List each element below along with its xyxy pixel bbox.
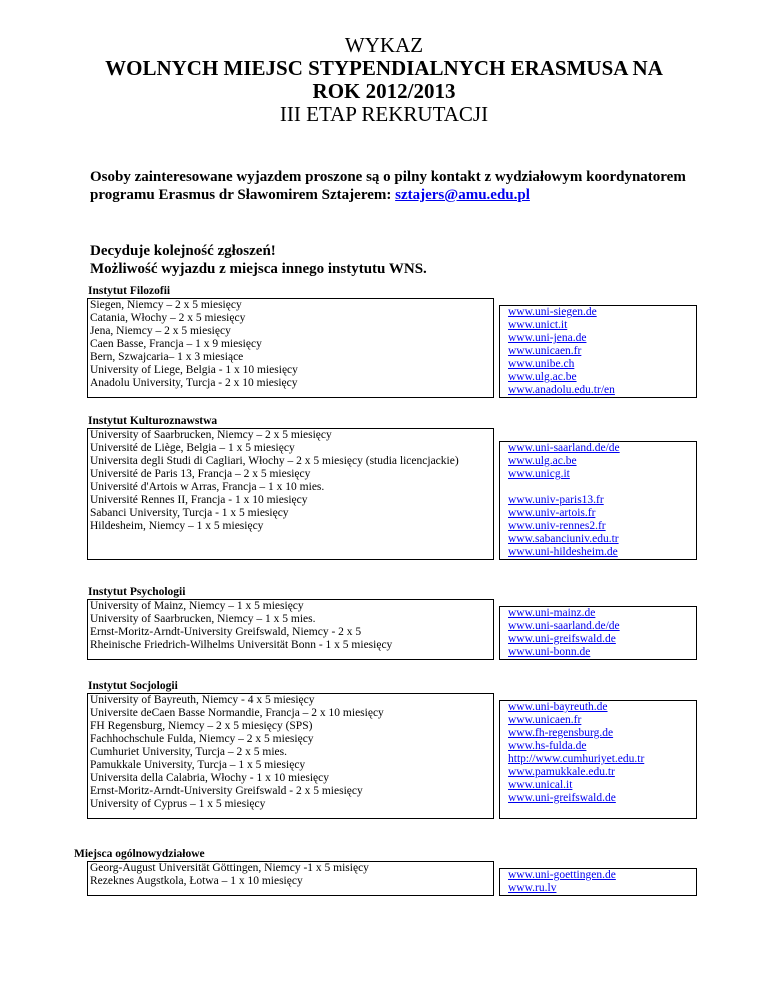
university-link[interactable]: www.univ-rennes2.fr	[508, 520, 606, 532]
empty-link-cell	[500, 805, 696, 818]
list-item: Rezeknes Augstkola, Łotwa – 1 x 10 miesięcy	[90, 875, 303, 887]
university-link[interactable]: www.uni-bonn.de	[508, 646, 591, 658]
header-subtitle: WOLNYCH MIEJSC STYPENDIALNYCH ERASMUSA NA	[105, 56, 663, 80]
list-item: University of Saarbrucken, Niemcy – 2 x 5 miesięcy	[90, 429, 332, 441]
links-list	[499, 305, 697, 398]
intro-text: Osoby zainteresowane wyjazdem proszone są o pilny kontakt z wydziałowym koordynatorem programu Erasmus dr Sławomirem Sztajerem:	[90, 169, 686, 203]
list-item: Catania, Włochy – 2 x 5 miesięcy	[90, 312, 246, 324]
list-item: Georg-August Universität Göttingen, Niemcy -1 x 5 misięcy	[90, 862, 369, 874]
places-list	[87, 428, 494, 560]
list-item: Universita degli Studi di Cagliari, Włochy – 2 x 5 miesięcy (studia licencjackie)	[90, 455, 459, 467]
university-link[interactable]: www.pamukkale.edu.tr	[508, 766, 615, 778]
section-title: Instytut Socjologii	[88, 680, 178, 692]
university-link[interactable]: www.uni-hildesheim.de	[508, 546, 618, 558]
section-kulturoznawstwa	[87, 415, 697, 560]
places-list	[87, 693, 494, 819]
notice	[90, 242, 427, 278]
places-list	[87, 861, 494, 896]
list-item: University of Cyprus – 1 x 5 miesięcy	[90, 798, 266, 810]
university-link[interactable]: www.uni-greifswald.de	[508, 792, 616, 804]
list-item: University of Bayreuth, Niemcy - 4 x 5 miesięcy	[90, 694, 315, 706]
university-link[interactable]: www.univ-artois.fr	[508, 507, 596, 519]
intro-paragraph	[90, 168, 710, 204]
university-link[interactable]: www.anadolu.edu.tr/en	[508, 384, 615, 396]
list-item: University of Saarbrucken, Niemcy – 1 x 5 mies.	[90, 613, 316, 625]
university-link[interactable]: www.uni-jena.de	[508, 332, 587, 344]
list-item: Universita della Calabria, Włochy - 1 x 10 miesięcy	[90, 772, 329, 784]
list-item: Université Rennes II, Francja - 1 x 10 miesięcy	[90, 494, 308, 506]
list-item: Ernst-Moritz-Arndt-University Greifswald, Niemcy - 2 x 5	[90, 626, 362, 638]
university-link[interactable]: www.univ-paris13.fr	[508, 494, 604, 506]
section-title-ogolnowydzialowe: Miejsca ogólnowydziałowe	[74, 848, 205, 860]
section-socjologii	[87, 680, 697, 819]
list-item: Jena, Niemcy – 2 x 5 miesięcy	[90, 325, 231, 337]
university-link[interactable]: www.hs-fulda.de	[508, 740, 587, 752]
links-list	[499, 868, 697, 896]
list-item: Sabanci University, Turcja - 1 x 5 miesięcy	[90, 507, 289, 519]
links-list	[499, 441, 697, 560]
list-item: University of Mainz, Niemcy – 1 x 5 miesięcy	[90, 600, 304, 612]
list-item: Cumhuriet University, Turcja – 2 x 5 mies.	[90, 746, 287, 758]
list-item: University of Liege, Belgia - 1 x 10 miesięcy	[90, 364, 298, 376]
links-list	[499, 606, 697, 660]
link-spacer	[500, 481, 696, 494]
list-item: Anadolu University, Turcja - 2 x 10 miesięcy	[90, 377, 298, 389]
header-stage: III ETAP REKRUTACJI	[279, 102, 489, 126]
university-link[interactable]: www.uni-goettingen.de	[508, 869, 616, 881]
list-item: FH Regensburg, Niemcy – 2 x 5 miesięcy (SPS)	[90, 720, 313, 732]
university-link[interactable]: www.uni-greifswald.de	[508, 633, 616, 645]
university-link[interactable]: www.fh-regensburg.de	[508, 727, 614, 739]
section-title: Instytut Kulturoznawstwa	[88, 415, 218, 427]
university-link[interactable]: www.ulg.ac.be	[508, 371, 577, 383]
places-list	[87, 298, 494, 398]
list-item: Ernst-Moritz-Arndt-University Greifswald - 2 x 5 miesięcy	[90, 785, 363, 797]
links-list	[499, 700, 697, 819]
university-link[interactable]: www.ru.lv	[508, 882, 557, 894]
header-title: WYKAZ	[344, 33, 424, 57]
university-link[interactable]: www.unibe.ch	[508, 358, 575, 370]
section-title: Instytut Psychologii	[88, 586, 186, 598]
university-link[interactable]: www.unicaen.fr	[508, 345, 582, 357]
list-item: Université de Liège, Belgia – 1 x 5 miesięcy	[90, 442, 295, 454]
university-link[interactable]: www.unical.it	[508, 779, 573, 791]
places-list	[87, 599, 494, 660]
university-link[interactable]: www.unict.it	[508, 319, 568, 331]
university-link[interactable]: www.uni-saarland.de/de	[508, 620, 620, 632]
university-link[interactable]: www.ulg.ac.be	[508, 455, 577, 467]
list-item: Caen Basse, Francja – 1 x 9 miesięcy	[90, 338, 262, 350]
notice-line-1: Decyduje kolejność zgłoszeń!	[90, 243, 276, 259]
header-year: ROK 2012/2013	[312, 79, 456, 103]
list-item: Fachhochschule Fulda, Niemcy – 2 x 5 miesięcy	[90, 733, 314, 745]
coordinator-email-link[interactable]: sztajers@amu.edu.pl	[395, 187, 530, 203]
list-item: Université d'Artois w Arras, Francja – 1 x 10 mies.	[90, 481, 325, 493]
section-ogolnowydzialowe	[87, 861, 697, 896]
list-item: Universite deCaen Basse Normandie, Francja – 2 x 10 miesięcy	[90, 707, 384, 719]
list-item: Rheinische Friedrich-Wilhelms Universität Bonn - 1 x 5 miesięcy	[90, 639, 393, 651]
list-item: Université de Paris 13, Francja – 2 x 5 miesięcy	[90, 468, 311, 480]
university-link[interactable]: www.uni-saarland.de/de	[508, 442, 620, 454]
university-link[interactable]: www.uni-bayreuth.de	[508, 701, 608, 713]
list-item: Hildesheim, Niemcy – 1 x 5 miesięcy	[90, 520, 264, 532]
university-link[interactable]: www.uni-mainz.de	[508, 607, 596, 619]
section-filozofii	[87, 285, 697, 398]
university-link[interactable]: www.uni-siegen.de	[508, 306, 597, 318]
section-psychologii	[87, 586, 697, 660]
university-link[interactable]: www.unicg.it	[508, 468, 570, 480]
list-item: Pamukkale University, Turcja – 1 x 5 miesięcy	[90, 759, 306, 771]
university-link[interactable]: www.sabanciuniv.edu.tr	[508, 533, 619, 545]
university-link[interactable]: http://www.cumhuriyet.edu.tr	[508, 753, 645, 765]
section-title: Instytut Filozofii	[88, 285, 171, 297]
notice-line-2: Możliwość wyjazdu z miejsca innego instytutu WNS.	[90, 261, 427, 277]
document-header	[0, 34, 768, 126]
university-link[interactable]: www.unicaen.fr	[508, 714, 582, 726]
list-item: Siegen, Niemcy – 2 x 5 miesięcy	[90, 299, 242, 311]
list-item: Bern, Szwajcaria– 1 x 3 miesiące	[90, 351, 244, 363]
